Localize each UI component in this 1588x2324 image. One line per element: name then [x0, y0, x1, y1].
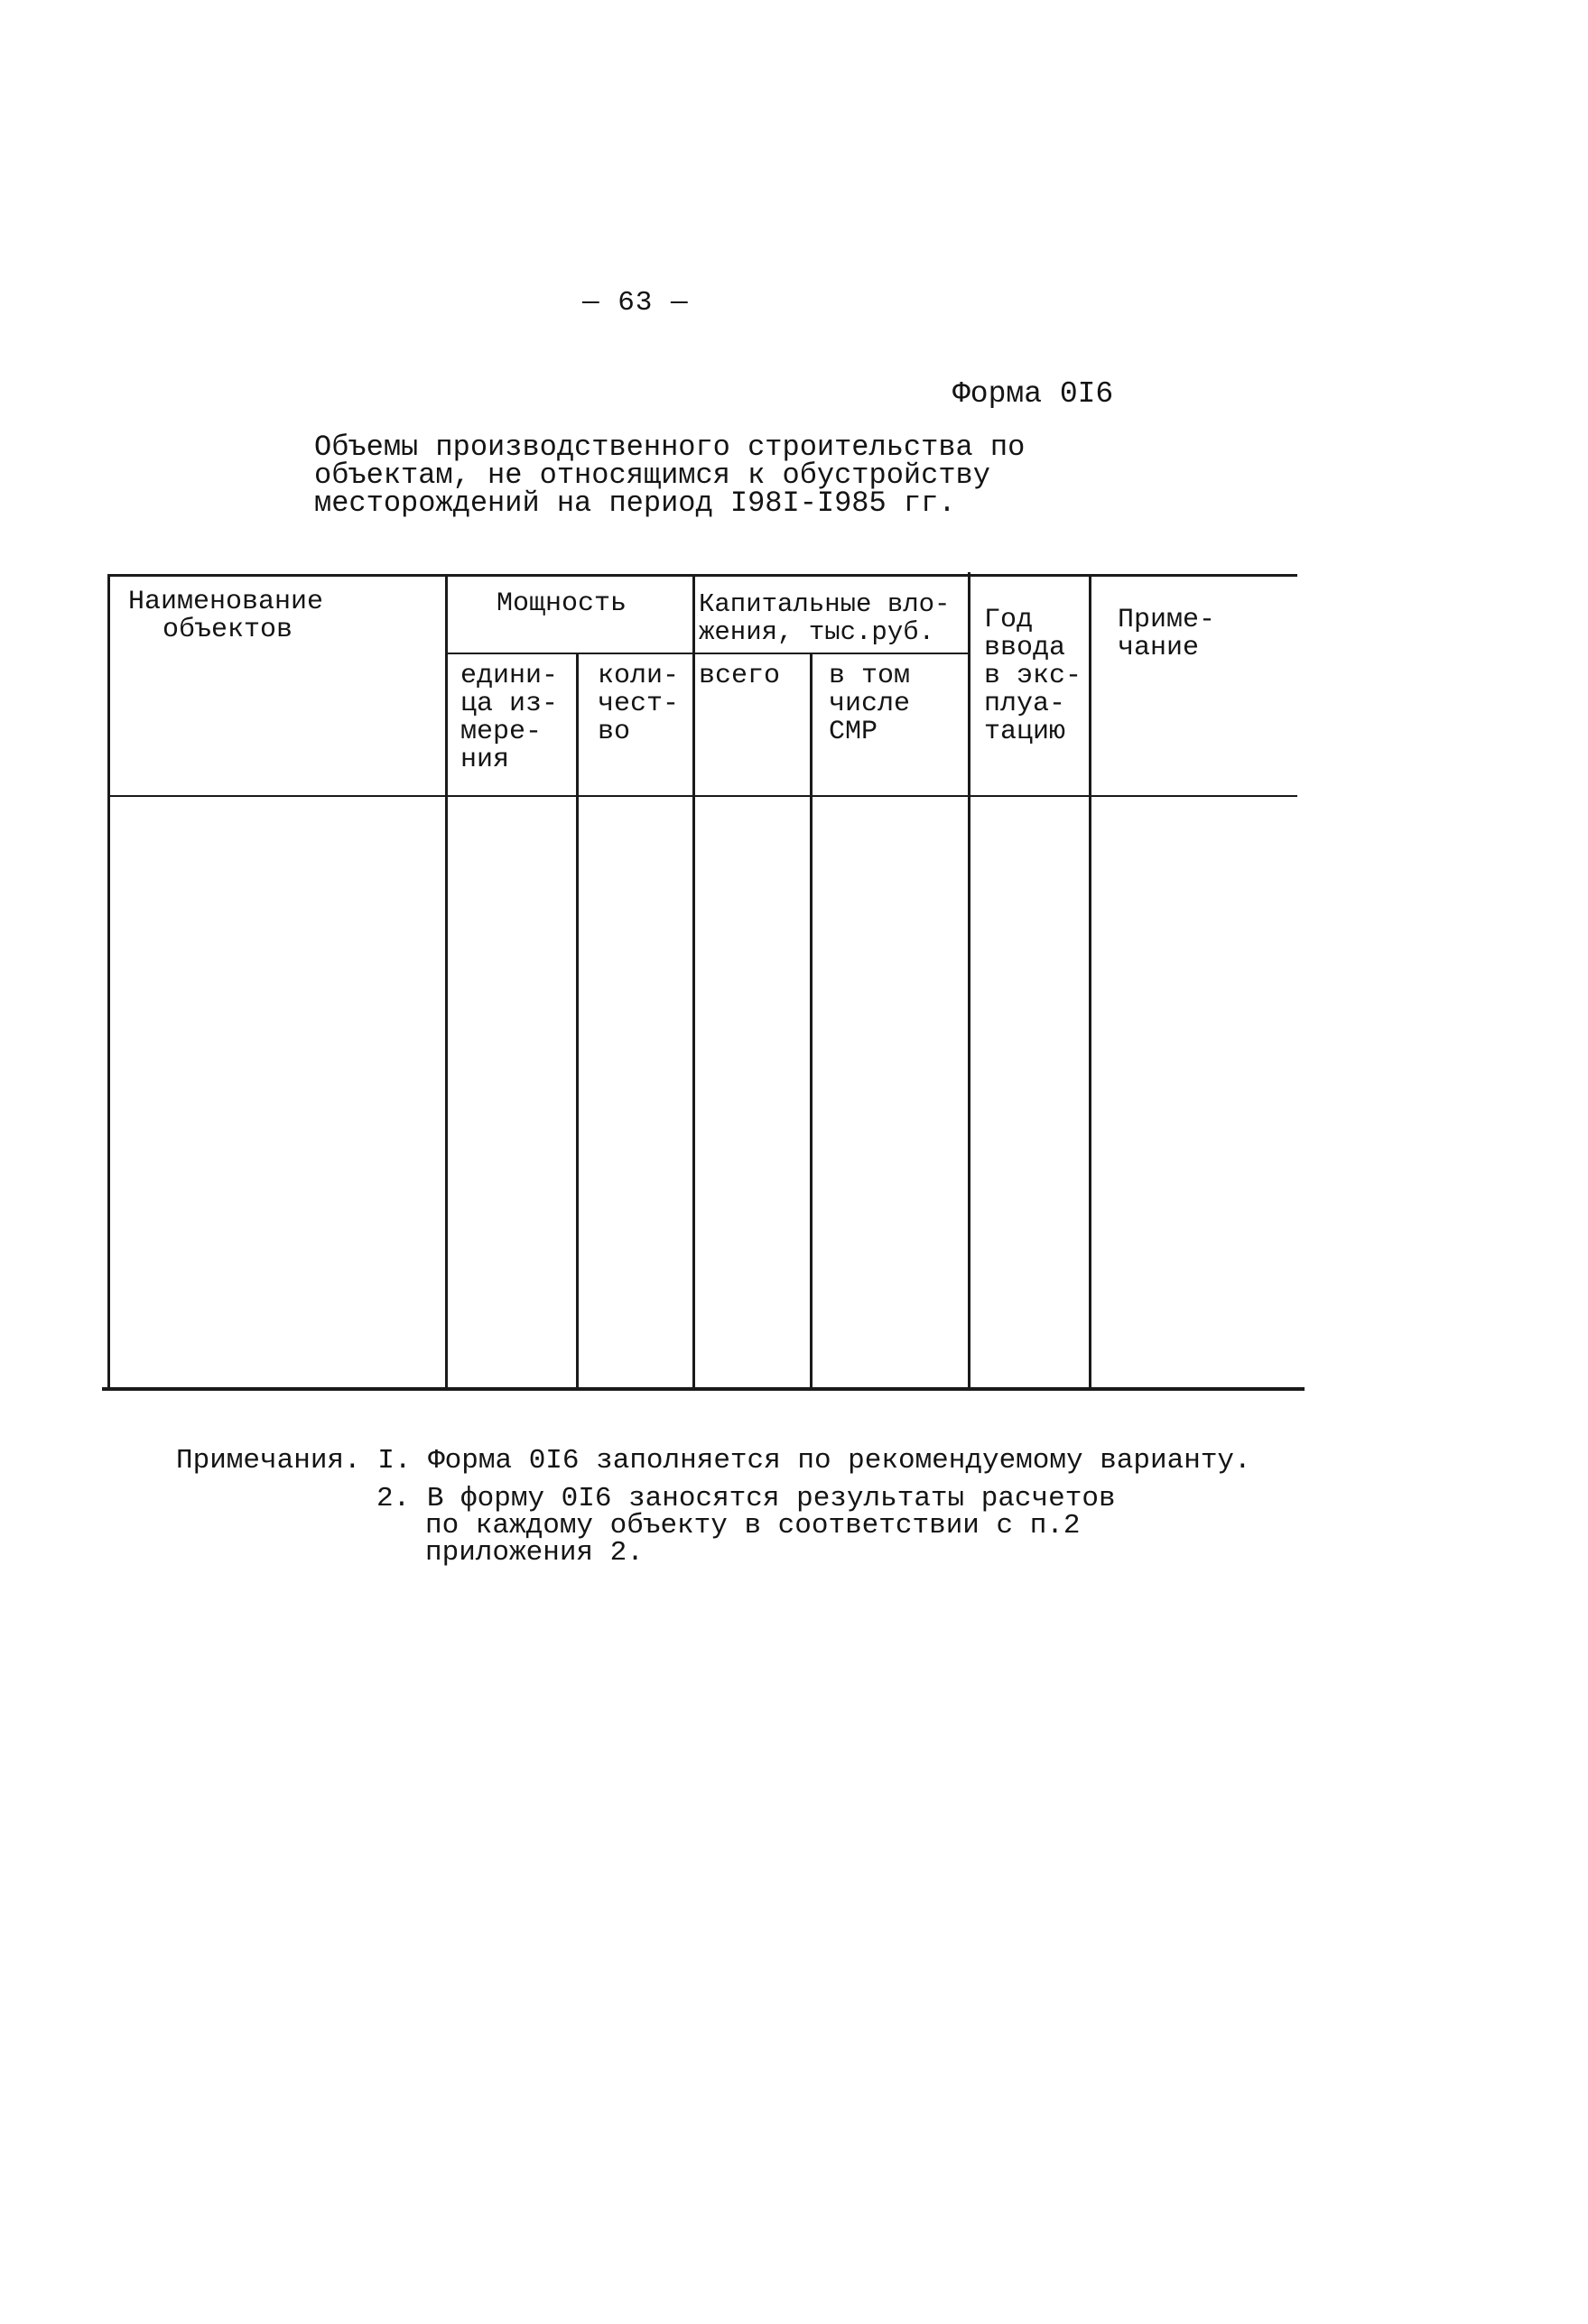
column-divider [1089, 574, 1091, 1389]
header-line: Капитальные вло- [699, 589, 951, 619]
title-line: объектам, не относящимся к обустройству [314, 458, 990, 492]
subheader-divider-investment [695, 653, 970, 654]
column-divider [576, 653, 579, 1389]
table-left-border [107, 574, 110, 1389]
header-name-line: объектов [163, 615, 293, 645]
header-line: тацию [984, 717, 1066, 747]
header-investment-total: всего [699, 661, 781, 691]
header-name [128, 588, 323, 644]
header-capacity-unit [460, 662, 558, 774]
header-line: ния [460, 745, 510, 775]
header-line: ввода [984, 633, 1066, 663]
column-divider [692, 574, 695, 1389]
column-divider [445, 574, 448, 1389]
header-line: Приме- [1118, 605, 1216, 635]
title-line: месторождений на период I98I-I985 гг. [314, 486, 956, 520]
header-line: в том [829, 661, 911, 691]
header-investment [699, 590, 950, 646]
note-continuation: приложения 2. [425, 1537, 644, 1569]
header-line: во [598, 717, 631, 747]
header-line: плуа- [984, 689, 1066, 719]
note-text: В форму 0I6 заносятся результаты расчетов [426, 1483, 1116, 1514]
note-item [176, 1445, 1251, 1477]
table-top-border [110, 574, 1297, 577]
notes-heading: Примечания. [176, 1445, 361, 1477]
page-number: — 63 — [582, 287, 689, 319]
header-line: чест- [598, 689, 680, 719]
note-number: 2. [376, 1483, 411, 1514]
header-name-line: Наименование [128, 587, 324, 617]
note-item [176, 1483, 1251, 1514]
header-line: ца из- [460, 689, 559, 719]
header-line: жения, тыс.руб. [699, 617, 935, 647]
header-investment-smr [829, 662, 910, 746]
header-bottom-border [110, 795, 1297, 797]
header-line: Год [984, 605, 1034, 635]
header-capacity-qty [598, 662, 679, 746]
column-divider [810, 653, 813, 1389]
header-line: чание [1118, 633, 1200, 663]
header-note [1118, 606, 1215, 662]
header-line: числе [829, 689, 911, 719]
note-continuation: по каждому объекту в соответствии с п.2 [425, 1510, 1081, 1542]
column-divider [968, 572, 970, 1389]
header-line: СМР [829, 717, 878, 747]
header-line: коли- [598, 661, 680, 691]
header-year [984, 606, 1082, 746]
form-label: Форма 0I6 [952, 377, 1114, 411]
note-text: Форма 0I6 заполняется по рекомендуемому варианту. [428, 1445, 1251, 1477]
title-line: Объемы производственного строительства по [314, 431, 1026, 464]
note-number: I. [377, 1445, 412, 1477]
header-line: мере- [460, 717, 543, 747]
subheader-divider-capacity [447, 653, 695, 654]
header-line: в экс- [984, 661, 1082, 691]
table-bottom-border [102, 1387, 1305, 1391]
header-line: едини- [460, 661, 559, 691]
notes-section [176, 1445, 1251, 1569]
header-capacity: Мощность [497, 588, 627, 619]
